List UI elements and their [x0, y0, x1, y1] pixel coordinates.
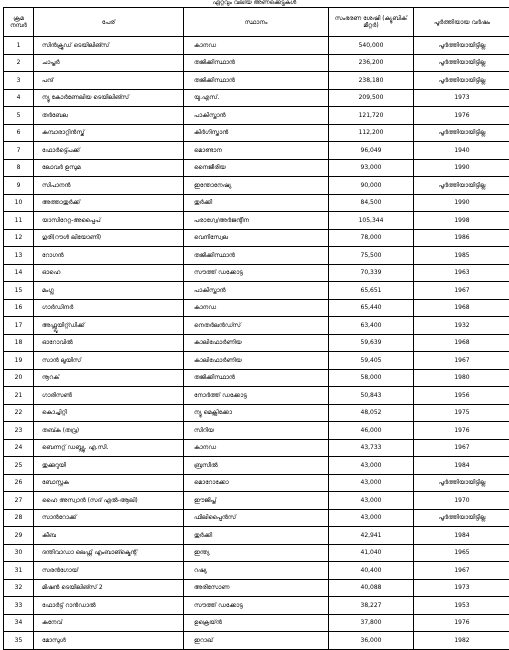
cell-name: ബോസ്റ്റക	[34, 474, 184, 492]
cell-year: 1990	[414, 159, 509, 177]
cell-name: സിപാനൻ	[34, 177, 184, 195]
cell-location: സിറിയ	[184, 422, 329, 440]
cell-name: മോസുൾ	[34, 632, 184, 650]
table-row	[4, 142, 509, 160]
header-location: സ്ഥാനം	[184, 8, 329, 37]
cell-year: 1968	[414, 299, 509, 317]
cell-no: 19	[4, 352, 34, 370]
table-row	[4, 404, 509, 422]
cell-no: 20	[4, 369, 34, 387]
cell-volume: 121,720	[329, 107, 414, 125]
cell-name: ഹൈ അസ്വാൻ (സദ് എൽ-ആലി)	[34, 492, 184, 510]
cell-location: നോർത്ത് ഡക്കോട്ട	[184, 387, 329, 405]
cell-name: ഗുരി(റൗൾ ലിയോണി)	[34, 229, 184, 247]
cell-volume: 75,500	[329, 247, 414, 265]
cell-location: ഈജിപ്ത്	[184, 492, 329, 510]
cell-location: പാകിസ്താൻ	[184, 107, 329, 125]
cell-name: ഗാർഡിനർ	[34, 299, 184, 317]
cell-no: 2	[4, 54, 34, 72]
cell-name: തർബേല	[34, 107, 184, 125]
table-row	[4, 229, 509, 247]
cell-name: സിൻക്രൂഡ് ടെയിലിങ്സ്	[34, 37, 184, 55]
cell-name: റോഗൻ	[34, 247, 184, 265]
cell-year: 1932	[414, 317, 509, 335]
page-title: ഏറ്റവും വലിയ അണക്കെട്ടുകൾ	[0, 0, 509, 6]
cell-volume: 50,843	[329, 387, 414, 405]
table-row	[4, 282, 509, 300]
cell-no: 34	[4, 614, 34, 632]
cell-year: 1976	[414, 614, 509, 632]
cell-year: 1967	[414, 352, 509, 370]
cell-volume: 209,500	[329, 89, 414, 107]
cell-location: പാകിസ്താൻ	[184, 282, 329, 300]
cell-location: മൊണ്ടാന	[184, 142, 329, 160]
cell-year: 1984	[414, 527, 509, 545]
cell-name: സരൻഗോയ്	[34, 562, 184, 580]
cell-location: ഇന്തോനേഷ്യ	[184, 177, 329, 195]
cell-name: ഫോർട്ട് റാൻഡാൽ	[34, 597, 184, 615]
cell-location: ന്യൂ മെക്സിക്കോ	[184, 404, 329, 422]
cell-no: 33	[4, 597, 34, 615]
cell-volume: 105,344	[329, 212, 414, 230]
cell-year: 1975	[414, 404, 509, 422]
cell-no: 15	[4, 282, 34, 300]
cell-year: 1968	[414, 334, 509, 352]
cell-no: 16	[4, 299, 34, 317]
cell-volume: 36,000	[329, 632, 414, 650]
table-row	[4, 264, 509, 282]
cell-volume: 42,941	[329, 527, 414, 545]
table-row	[4, 107, 509, 125]
cell-year: പൂർത്തിയായിട്ടില്ല	[414, 124, 509, 142]
cell-name: കമ്പാരാറ്റിൻസ്ക്	[34, 124, 184, 142]
table-row	[4, 72, 509, 90]
cell-name: അഫ്സ്ലൂയിറ്റ്ഡിക്ക്	[34, 317, 184, 335]
cell-year: 1976	[414, 422, 509, 440]
table-row	[4, 474, 509, 492]
cell-no: 29	[4, 527, 34, 545]
cell-no: 7	[4, 142, 34, 160]
cell-location: തജിക്കിസ്ഥാൻ	[184, 72, 329, 90]
table-row	[4, 597, 509, 615]
cell-volume: 40,088	[329, 579, 414, 597]
cell-no: 11	[4, 212, 34, 230]
cell-name: സാൻ ലൂയിസ്	[34, 352, 184, 370]
cell-year: 1976	[414, 107, 509, 125]
cell-year: പൂർത്തിയായിട്ടില്ല	[414, 474, 509, 492]
cell-year: 1967	[414, 439, 509, 457]
cell-location: കാനഡ	[184, 439, 329, 457]
cell-volume: 63,400	[329, 317, 414, 335]
cell-volume: 90,000	[329, 177, 414, 195]
table-row	[4, 422, 509, 440]
table-row	[4, 527, 509, 545]
table-row	[4, 159, 509, 177]
cell-year: 1973	[414, 89, 509, 107]
cell-location: കാലിഫോർണിയ	[184, 334, 329, 352]
cell-year: 1985	[414, 247, 509, 265]
header-name: പേര്	[34, 8, 184, 37]
cell-year: 1956	[414, 387, 509, 405]
cell-year: പൂർത്തിയായിട്ടില്ല	[414, 37, 509, 55]
table-row	[4, 544, 509, 562]
cell-location: കാനഡ	[184, 37, 329, 55]
cell-volume: 43,733	[329, 439, 414, 457]
cell-no: 6	[4, 124, 34, 142]
cell-location: മൊറോക്കോ	[184, 474, 329, 492]
cell-name: ഗാരിസൺ	[34, 387, 184, 405]
cell-no: 31	[4, 562, 34, 580]
table-row	[4, 54, 509, 72]
cell-year: 1986	[414, 229, 509, 247]
cell-volume: 43,000	[329, 509, 414, 527]
cell-location: നൈജീരിയ	[184, 159, 329, 177]
cell-location: വെനിസ്വേല	[184, 229, 329, 247]
table-row	[4, 89, 509, 107]
cell-name: ഓറോവിൽ	[34, 334, 184, 352]
cell-name: കനേവ്	[34, 614, 184, 632]
cell-location: കിർഗിസ്താൻ	[184, 124, 329, 142]
cell-no: 8	[4, 159, 34, 177]
table-row	[4, 632, 509, 650]
cell-volume: 37,800	[329, 614, 414, 632]
header-year: പൂർത്തിയായ വർഷം	[414, 8, 509, 37]
cell-volume: 41,040	[329, 544, 414, 562]
cell-volume: 84,500	[329, 194, 414, 212]
cell-name: കീബ	[34, 527, 184, 545]
cell-no: 18	[4, 334, 34, 352]
cell-year: 1963	[414, 264, 509, 282]
cell-name: ലോവർ ഉസുമ	[34, 159, 184, 177]
cell-no: 22	[4, 404, 34, 422]
cell-no: 3	[4, 72, 34, 90]
cell-name: ചാപ്തർ	[34, 54, 184, 72]
cell-year: 1984	[414, 457, 509, 475]
table-row	[4, 177, 509, 195]
table-row	[4, 614, 509, 632]
table-row	[4, 562, 509, 580]
cell-name: പന്ദ്	[34, 72, 184, 90]
cell-name: നൂറക്	[34, 369, 184, 387]
cell-location: തജിക്കിസ്ഥാൻ	[184, 369, 329, 387]
cell-year: 1998	[414, 212, 509, 230]
cell-location: ഫിലിപ്പൈൻസ്	[184, 509, 329, 527]
cell-location: തുർക്കി	[184, 194, 329, 212]
cell-no: 17	[4, 317, 34, 335]
cell-volume: 65,651	[329, 282, 414, 300]
table-row	[4, 194, 509, 212]
cell-location: നെതർലൻഡ്സ്	[184, 317, 329, 335]
cell-location: ഇറാഖ്	[184, 632, 329, 650]
table-header-row	[4, 8, 509, 37]
cell-year: 1990	[414, 194, 509, 212]
table-row	[4, 509, 509, 527]
cell-location: ബ്രസീൽ	[184, 457, 329, 475]
cell-location: ഉക്രെയ്ൻ	[184, 614, 329, 632]
table-row	[4, 579, 509, 597]
table-row	[4, 457, 509, 475]
cell-year: 1953	[414, 597, 509, 615]
table-row	[4, 124, 509, 142]
cell-no: 24	[4, 439, 34, 457]
table-row	[4, 369, 509, 387]
cell-name: തബ്ക (തവ്ര)	[34, 422, 184, 440]
cell-volume: 59,405	[329, 352, 414, 370]
cell-year: 1967	[414, 282, 509, 300]
cell-no: 26	[4, 474, 34, 492]
cell-location: സൗത്ത് ഡക്കോട്ട	[184, 264, 329, 282]
cell-location: കാലിഫോർണിയ	[184, 352, 329, 370]
cell-volume: 58,000	[329, 369, 414, 387]
cell-volume: 43,000	[329, 474, 414, 492]
cell-location: തുർക്കി	[184, 527, 329, 545]
cell-location: കാനഡ	[184, 299, 329, 317]
cell-no: 10	[4, 194, 34, 212]
cell-volume: 43,000	[329, 492, 414, 510]
cell-name: ഫോർട്ട്പെക്ക്	[34, 142, 184, 160]
cell-year: 1982	[414, 632, 509, 650]
cell-year: പൂർത്തിയായിട്ടില്ല	[414, 72, 509, 90]
cell-no: 12	[4, 229, 34, 247]
cell-volume: 70,339	[329, 264, 414, 282]
cell-location: യു.എസ്.	[184, 89, 329, 107]
cell-year: പൂർത്തിയായിട്ടില്ല	[414, 509, 509, 527]
table-row	[4, 212, 509, 230]
cell-location: ഇന്ത്യ	[184, 544, 329, 562]
cell-volume: 43,000	[329, 457, 414, 475]
table-row	[4, 439, 509, 457]
table-row	[4, 37, 509, 55]
table-body	[4, 37, 509, 650]
cell-year: 1980	[414, 369, 509, 387]
cell-volume: 65,440	[329, 299, 414, 317]
cell-year: പൂർത്തിയായിട്ടില്ല	[414, 177, 509, 195]
cell-no: 13	[4, 247, 34, 265]
cell-name: ഓഹെ	[34, 264, 184, 282]
cell-location: റഷ്യ	[184, 562, 329, 580]
cell-year: 1973	[414, 579, 509, 597]
cell-volume: 40,400	[329, 562, 414, 580]
table-row	[4, 317, 509, 335]
cell-name: ബെന്നറ്റ് ഡബ്ല്യൂ. എ.സി.	[34, 439, 184, 457]
cell-no: 35	[4, 632, 34, 650]
cell-volume: 540,000	[329, 37, 414, 55]
table-row	[4, 299, 509, 317]
cell-location: പരാഗ്വേ/അർജന്റീന	[184, 212, 329, 230]
cell-no: 5	[4, 107, 34, 125]
cell-volume: 236,200	[329, 54, 414, 72]
cell-name: തുക്കുറുയി	[34, 457, 184, 475]
cell-no: 21	[4, 387, 34, 405]
cell-no: 9	[4, 177, 34, 195]
dams-table	[3, 7, 509, 650]
cell-volume: 93,000	[329, 159, 414, 177]
cell-location: സൗത്ത് ഡക്കോട്ട	[184, 597, 329, 615]
cell-name: മംഗ്ല	[34, 282, 184, 300]
cell-no: 14	[4, 264, 34, 282]
table-row	[4, 247, 509, 265]
table-row	[4, 492, 509, 510]
cell-location: തജിക്കിസ്ഥാൻ	[184, 247, 329, 265]
cell-volume: 78,000	[329, 229, 414, 247]
cell-volume: 59,639	[329, 334, 414, 352]
header-no: ക്രമ നമ്പർ	[4, 8, 34, 37]
cell-year: പൂർത്തിയായിട്ടില്ല	[414, 54, 509, 72]
cell-year: 1940	[414, 142, 509, 160]
cell-name: കൊച്ചിറ്റി	[34, 404, 184, 422]
cell-no: 23	[4, 422, 34, 440]
cell-name: സാൻറോക്ക്	[34, 509, 184, 527]
cell-no: 28	[4, 509, 34, 527]
cell-name: ദന്തിവാഡാ ലെഫ്റ്റ് എംബാങ്ക്മെന്റ്	[34, 544, 184, 562]
cell-year: 1965	[414, 544, 509, 562]
cell-name: അത്താതുർക്ക്	[34, 194, 184, 212]
cell-volume: 48,052	[329, 404, 414, 422]
cell-volume: 38,227	[329, 597, 414, 615]
cell-volume: 238,180	[329, 72, 414, 90]
table-row	[4, 387, 509, 405]
cell-volume: 96,049	[329, 142, 414, 160]
cell-name: ന്യൂ കോർണേലിയ ടെയിലിങ്സ്	[34, 89, 184, 107]
cell-volume: 46,000	[329, 422, 414, 440]
cell-name: മിഷൻ ടെയിലിങ്സ് 2	[34, 579, 184, 597]
cell-no: 25	[4, 457, 34, 475]
cell-no: 4	[4, 89, 34, 107]
header-volume: സംഭരണ ശേഷി (ക്യൂബിക് മീറ്റർ)	[329, 8, 414, 37]
cell-year: 1967	[414, 562, 509, 580]
cell-no: 32	[4, 579, 34, 597]
cell-name: യാസിറേറ്റ-അപ്പൈപ്	[34, 212, 184, 230]
cell-location: അരിസോണ	[184, 579, 329, 597]
cell-location: തജിക്കിസ്ഥാൻ	[184, 54, 329, 72]
cell-no: 30	[4, 544, 34, 562]
cell-year: 1970	[414, 492, 509, 510]
cell-volume: 112,200	[329, 124, 414, 142]
table-row	[4, 334, 509, 352]
cell-no: 27	[4, 492, 34, 510]
table-row	[4, 352, 509, 370]
cell-no: 1	[4, 37, 34, 55]
